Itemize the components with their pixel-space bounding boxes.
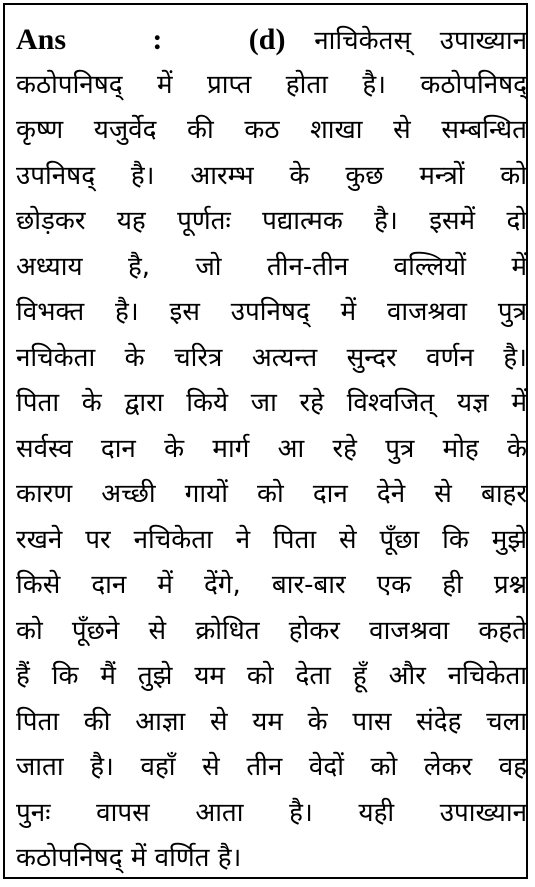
answer-separator: : (152, 23, 163, 56)
text-line: कारण अच्छी गायों को दान देने से बाहर (16, 479, 527, 509)
text-line: पुनः वापस आता है। यही उपाख्यान (16, 797, 527, 828)
text-line: नाचिकेतस् उपाख्यान (314, 26, 527, 56)
text-line: जाता है। वहाँ से तीन वेदों को लेकर वह (16, 752, 527, 782)
text-line: नचिकेता के चरित्र अत्यन्त सुन्दर वर्णन है। (16, 342, 527, 373)
text-line: छोड़कर यह पूर्णतः पद्यात्मक है। इसमें दो (16, 206, 527, 236)
text-line: किसे दान में देंगे, बार-बार एक ही प्रश्न (16, 570, 527, 600)
text-line: रखने पर नचिकेता ने पिता से पूँछा कि मुझे (16, 524, 527, 555)
text-line: पिता के द्वारा किये जा रहे विश्वजित् यज्ञ में (16, 388, 527, 418)
answer-line-1 (16, 17, 527, 63)
text-line: उपनिषद् है। आरम्भ के कुछ मन्त्रों को (16, 160, 527, 191)
text-line: को पूँछने से क्रोधित होकर वाजश्रवा कहते (16, 615, 527, 646)
text-line: अध्याय है, जो तीन-तीन वल्लियों में (16, 251, 527, 282)
text-line: सर्वस्व दान के मार्ग आ रहे पुत्र मोह के (16, 433, 527, 464)
text-line: हैं कि मैं तुझे यम को देता हूँ और नचिकेता (16, 661, 527, 691)
text-line: कृष्ण यजुर्वेद की कठ शाखा से सम्बन्धित (16, 115, 527, 145)
answer-text-block (16, 17, 527, 882)
answer-frame (3, 3, 528, 879)
text-line: पिता की आज्ञा से यम के पास संदेह चला (16, 706, 527, 737)
text-line: कठोपनिषद् में वर्णित है। (16, 843, 242, 873)
answer-label: Ans (16, 23, 67, 56)
text-line: कठोपनिषद् में प्राप्त होता है। कठोपनिषद् (16, 69, 527, 100)
answer-option: (d) (248, 23, 286, 56)
text-line: विभक्त है। इस उपनिषद् में वाजश्रवा पुत्र (16, 297, 527, 327)
